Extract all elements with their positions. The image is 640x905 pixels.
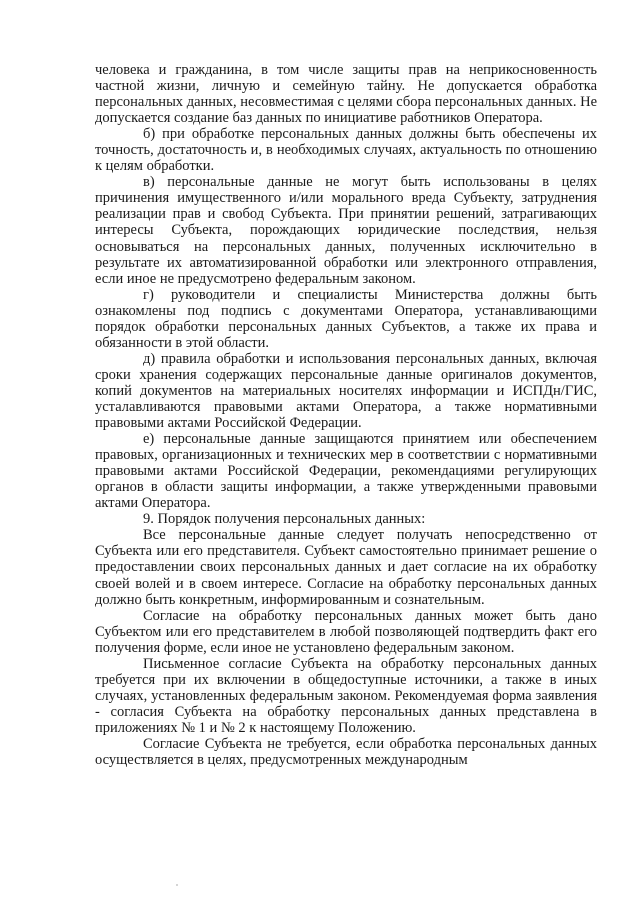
paragraph-written-consent: Письменное согласие Субъекта на обработку персональных данных требуется при их включении в общедоступные источники, а также в иных случаях, установленных федеральным законом. Рекомендуемая форма заявления - согласия Субъекта на обработку персональных данных представлена в приложениях № 1 и № 2 к настоящему Положению.	[95, 655, 597, 736]
paragraph-consent-form: Согласие на обработку персональных данных может быть дано Субъектом или его представителем в любой позволяющей подтвердить факт его получения форме, если иное не установлено федеральным законом.	[95, 607, 597, 656]
paragraph-d: д) правила обработки и использования персональных данных, включая сроки хранения содержащих персональные данные оригиналов документов, копий документов на материальных носителях информации и ИСПДн/ГИС, усталавливаются правовыми актами Оператора, а также нормативными правовыми актами Российской Федерации.	[95, 350, 597, 432]
document-body	[95, 62, 597, 768]
paragraph-continuation: человека и гражданина, в том числе защиты прав на неприкосновенность частной жизни, личную и семейную тайну. Не допускается обработка персональных данных, несовместимая с целями сбора персональных данных. Не допускается создание баз данных по инициативе работников Оператора.	[95, 62, 597, 127]
paragraph-v: в) персональные данные не могут быть использованы в целях причинения имущественного и/или морального вреда Субъекту, затруднения реализации прав и свобод Субъекта. При принятии решений, затрагивающих интересы Субъекта, порождающих юридические последствия, нельзя основываться на персональных данных, полученных исключительно в результате их автоматизированной обработки или электронного отправления, если иное не предусмотрено федеральным законом.	[95, 174, 597, 287]
paragraph-b: б) при обработке персональных данных должны быть обеспечены их точность, достаточность и, в необходимых случаях, актуальность по отношению к целям обработки.	[95, 126, 597, 175]
paragraph-consent-not-required: Согласие Субъекта не требуется, если обработка персональных данных осуществляется в целях, предусмотренных международным	[95, 735, 597, 769]
paragraph-g: г) руководители и специалисты Министерства должны быть ознакомлены под подпись с документами Оператора, устанавливающими порядок обработки персональных данных Субъектов, а также их права и обязанности в этой области.	[95, 286, 597, 351]
section-heading-9: 9. Порядок получения персональных данных:	[143, 511, 426, 528]
paragraph-e: е) персональные данные защищаются принятием или обеспечением правовых, организационных и технических мер в соответствии с нормативными правовыми актами Российской Федерации, рекомендациями регулирующих органов в области защиты информации, а также утвержденными правовыми актами Оператора.	[95, 431, 597, 512]
paragraph-consent-source: Все персональные данные следует получать непосредственно от Субъекта или его представителя. Субъект самостоятельно принимает решение о предоставлении своих персональных данных и дает согласие на их обработку своей волей и в своем интересе. Согласие на обработку персональных данных должно быть конкретным, информированным и сознательным.	[95, 527, 597, 608]
scan-artifact-dot	[176, 884, 178, 886]
